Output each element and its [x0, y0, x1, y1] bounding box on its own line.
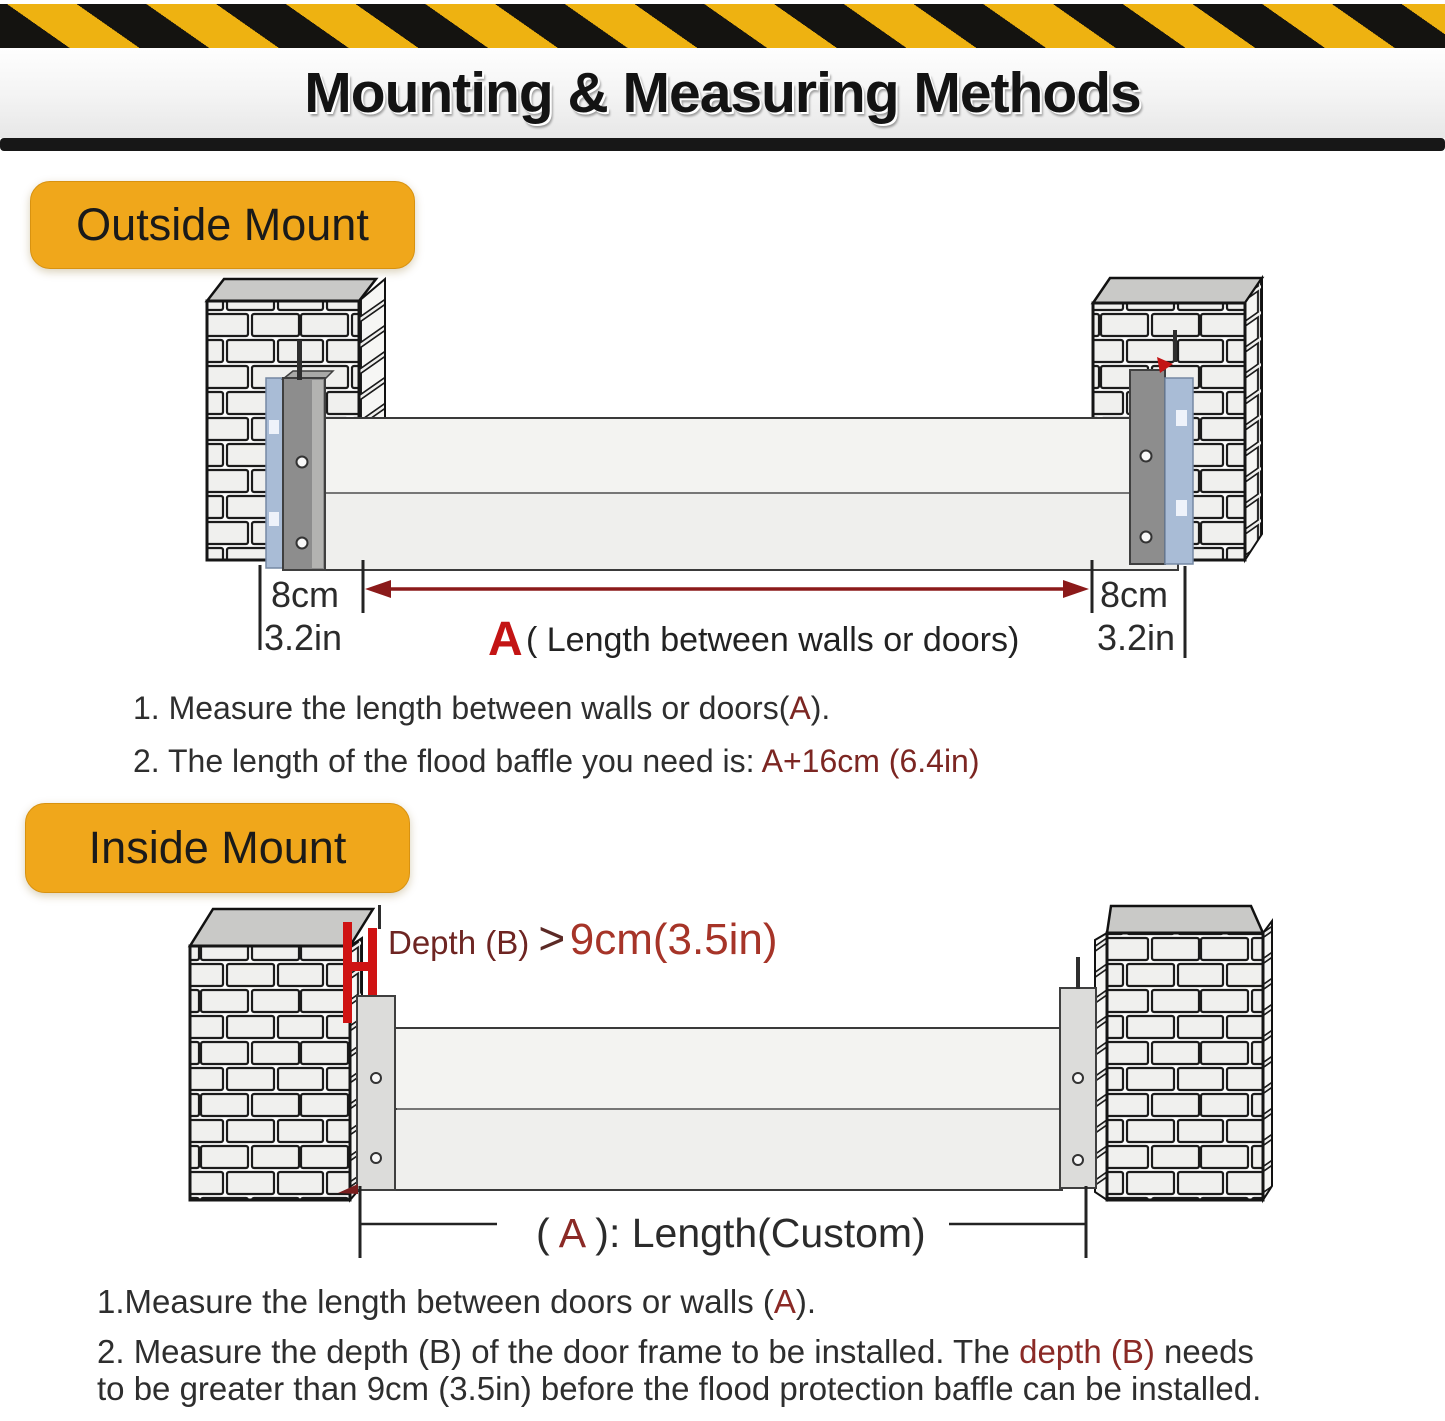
step-2: [97, 1333, 1437, 1407]
screw-hole: [1141, 451, 1152, 462]
step-text: 2. The length of the flood baffle you need is:: [133, 743, 762, 779]
gap-label-cm-left: 8cm: [271, 574, 340, 615]
step-text: ).: [795, 1283, 817, 1320]
pillar-top-face: [1107, 906, 1263, 933]
label-paren: (: [536, 1210, 550, 1256]
label-text: ): Length(Custom): [595, 1210, 926, 1256]
length-custom-label: [536, 1210, 926, 1256]
screw-hole: [297, 457, 308, 468]
outside-mount-badge: [30, 181, 415, 269]
flood-barrier-panel: [395, 1028, 1062, 1190]
mounting-bar-left: [357, 996, 395, 1190]
pillar-front-face: [1107, 933, 1263, 1200]
mounting-channel-blue-right: [1165, 378, 1193, 564]
screw-hole: [1141, 532, 1152, 543]
label-marker-a: A: [558, 1210, 584, 1256]
pillar-top-face: [1093, 278, 1262, 303]
channel-slot: [269, 420, 279, 434]
gap-label-cm-right: 8cm: [1100, 574, 1169, 615]
step-highlight: A: [773, 1283, 796, 1320]
outside-mount-steps: [133, 688, 1333, 781]
channel-slot: [1176, 500, 1187, 516]
mounting-channel-blue-left: [266, 378, 283, 568]
alignment-pin-right: [1076, 957, 1080, 989]
pillar-side-face: [1245, 278, 1262, 560]
gauge-pin: [378, 905, 381, 929]
gap-label-in-left: 3.2in: [264, 617, 343, 658]
inside-mount-badge: [25, 803, 410, 893]
step-highlight: A: [789, 690, 811, 726]
inside-mount-steps: [97, 1283, 1437, 1407]
inside-mount-diagram: [0, 893, 1445, 1271]
channel-slot: [1176, 410, 1187, 426]
mounting-bar-right: [1060, 988, 1096, 1188]
outside-mount-diagram: [0, 268, 1445, 668]
step-1: [97, 1283, 1437, 1320]
mounting-bracket-left: [283, 371, 333, 570]
alignment-pin-right: [1173, 330, 1177, 362]
channel-slot: [269, 512, 279, 526]
depth-label-prefix: Depth (B): [388, 924, 539, 961]
pillar-top-face: [207, 279, 376, 301]
screw-hole: [1073, 1073, 1083, 1083]
step-highlight: A+16cm (6.4in): [761, 743, 980, 779]
hazard-stripe-banner: [0, 4, 1445, 48]
inside-mount-badge-label: Inside Mount: [88, 822, 347, 873]
page-title: Mounting & Measuring Methods: [304, 61, 1141, 125]
screw-hole: [1073, 1155, 1083, 1165]
dimension-arrow: [365, 580, 1089, 598]
pillar-front-face: [190, 946, 350, 1200]
length-marker-a: A: [488, 613, 523, 666]
brick-pillar-right: [1095, 906, 1272, 1200]
step-text: needs: [1154, 1333, 1254, 1370]
step-2: [133, 741, 1333, 781]
depth-value: 9cm(3.5in): [569, 915, 778, 964]
step-highlight: depth (B): [1019, 1333, 1155, 1370]
alignment-pin-left: [297, 340, 302, 380]
screw-hole: [297, 538, 308, 549]
step-1: [133, 688, 1333, 728]
screw-hole: [371, 1153, 381, 1163]
flood-barrier-panel: [306, 418, 1178, 570]
step-text: ).: [810, 690, 831, 726]
outside-mount-badge-label: Outside Mount: [76, 199, 369, 250]
arrowhead-right-icon: [1063, 580, 1089, 598]
gap-label-in-right: 3.2in: [1097, 617, 1176, 658]
step-text: 1. Measure the length between walls or doors(: [133, 690, 790, 726]
mounting-bracket-right: [1130, 370, 1165, 564]
greater-than-symbol: >: [538, 912, 566, 964]
step-text-wrap: to be greater than 9cm (3.5in) before the flood protection baffle can be installed.: [97, 1370, 1262, 1407]
screw-hole: [371, 1073, 381, 1083]
depth-label: [388, 912, 778, 964]
step-text: 1.Measure the length between doors or walls (: [97, 1283, 774, 1320]
step-text: 2. Measure the depth (B) of the door frame to be installed. The: [97, 1333, 1020, 1370]
title-band: [0, 48, 1445, 138]
arrowhead-left-icon: [365, 580, 391, 598]
length-label: ( Length between walls or doors): [526, 621, 1020, 659]
title-underline: [0, 138, 1445, 151]
